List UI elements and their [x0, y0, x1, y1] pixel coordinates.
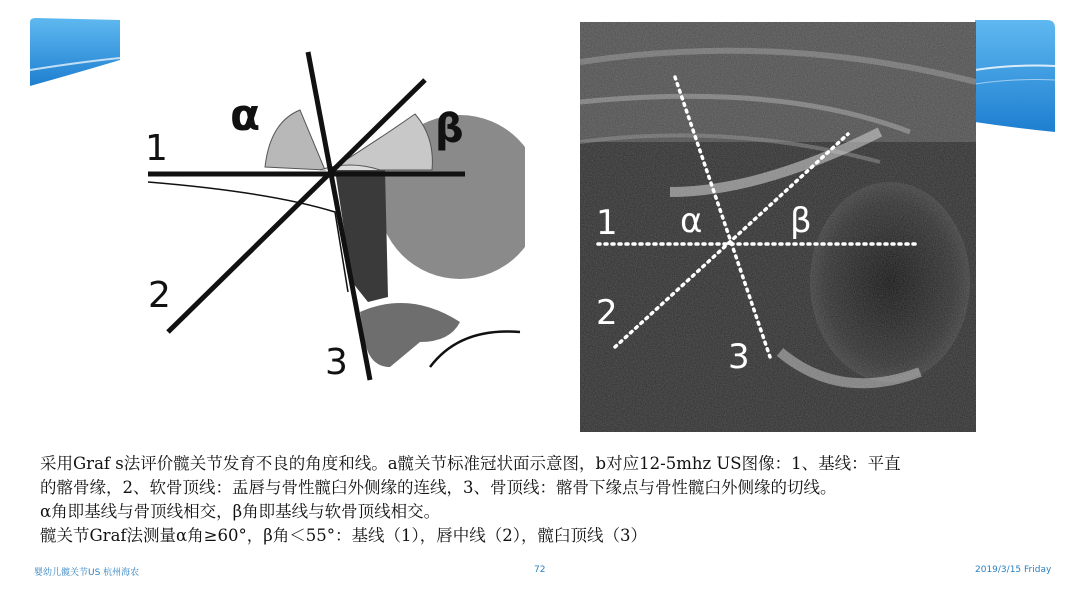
line-2-label: 2 [148, 275, 171, 316]
line-3-label: 3 [325, 342, 348, 383]
beta-label: β [435, 106, 464, 152]
caption-line: 采用Graf s法评价髋关节发育不良的角度和线。a髋关节标准冠状面示意图，b对应12-5mhz US图像：1、基线：平直 [40, 454, 901, 473]
right-blue-banner [975, 0, 1080, 140]
caption-line: 的髂骨缘，2、软骨顶线：盂唇与骨性髋臼外侧缘的连线，3、骨顶线：髂骨下缘点与骨性髋臼外侧缘的切线。 [40, 478, 837, 497]
page-number: 72 [534, 565, 546, 575]
caption-line: 髋关节Graf法测量α角≥60°，β角＜55°：基线（1），唇中线（2），髋臼顶线（3） [40, 526, 648, 545]
line-1-label: 1 [145, 128, 168, 169]
us-line-2-label: 2 [596, 293, 618, 333]
ultrasound-image [580, 22, 976, 432]
left-blue-banner [0, 0, 125, 90]
figure-caption [40, 452, 1050, 548]
caption-line: α角即基线与骨顶线相交，β角即基线与软骨顶线相交。 [40, 502, 441, 521]
footer-date: 2019/3/15 Friday [975, 565, 1052, 575]
footer-left-text: 婴幼儿髋关节US 杭州海农 [34, 568, 140, 578]
us-alpha-label: α [680, 201, 703, 241]
us-beta-label: β [790, 201, 812, 241]
alpha-label: α [230, 90, 261, 141]
us-line-1-label: 1 [596, 203, 618, 243]
graf-schematic-diagram [120, 22, 568, 432]
us-line-3-label: 3 [728, 337, 750, 377]
